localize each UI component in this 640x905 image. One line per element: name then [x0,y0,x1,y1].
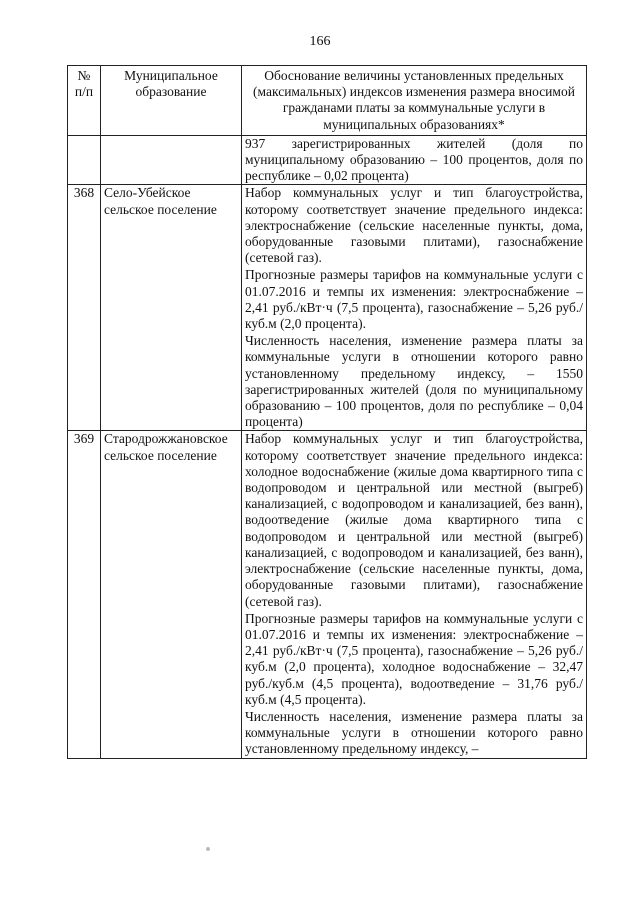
header-justification: Обоснование величины установленных предельных (максимальных) индексов изменения размера вносимой гражданами платы за коммунальные услуги в муниципальных образованиях* [242,66,587,136]
table-row [68,431,587,758]
table-body [68,135,587,758]
justification-paragraph: Численность населения, изменение размера платы за коммунальные услуги в отношении которого равно установленному предельному индексу, – 1550 зарегистрированных жителей (доля по муниципальному образованию – 100 процентов, доля по республике – 0,04 процента) [245,333,583,430]
row-number [68,135,101,185]
table-header-row [68,66,587,136]
justification-paragraph: Набор коммунальных услуг и тип благоустройства, которому соответствует значение предельного индекса: холодное водоснабжение (жилые дома квартирного типа с водопроводом и центральной или местной (выгреб) канализацией, с водопроводом и канализацией, без ванн), водоотведение (жилые дома квартирного типа с водопроводом и центральной или местной (выгреб) канализацией, с водопроводом и канализацией, без ванн), электроснабжение (сельские населенные пункты, дома, оборудованные газовыми плитами), газоснабжение (сетевой газ). [245,431,583,609]
row-justification [242,431,587,758]
table-row [68,185,587,431]
row-municipality [101,135,242,185]
row-number: 369 [68,431,101,758]
justification-paragraph: Прогнозные размеры тарифов на коммунальные услуги с 01.07.2016 и темпы их изменения: электроснабжение – 2,41 руб./кВт·ч (7,5 процента), газоснабжение – 5,26 руб./куб.м (2,0 процента), холодное водоснабжение – 32,47 руб./куб.м (4,5 процента), водоотведение – 31,76 руб./куб.м (4,5 процента). [245,610,583,707]
row-justification [242,135,587,185]
row-number: 368 [68,185,101,431]
tariff-index-table [67,65,587,759]
header-number: № п/п [68,66,101,136]
row-municipality: Село-Убейское сельское поселение [101,185,242,431]
row-justification [242,185,587,431]
justification-paragraph: Численность населения, изменение размера платы за коммунальные услуги в отношении которого равно установленному предельному индексу, – [245,708,583,757]
header-municipality: Муниципальное образование [101,66,242,136]
page-number: 166 [309,34,331,49]
justification-paragraph: Набор коммунальных услуг и тип благоустройства, которому соответствует значение предельного индекса: электроснабжение (сельские населенные пункты, дома, оборудованные газовыми плитами), газоснабжение (сетевой газ). [245,185,583,266]
scan-speck [206,847,210,851]
row-municipality: Стародрожжановское сельское поселение [101,431,242,758]
justification-paragraph: Прогнозные размеры тарифов на коммунальные услуги с 01.07.2016 и темпы их изменения: электроснабжение – 2,41 руб./кВт·ч (7,5 процента), газоснабжение – 5,26 руб./куб.м (2,0 процента). [245,267,583,332]
justification-paragraph: 937 зарегистрированных жителей (доля по муниципальному образованию – 100 процентов, доля по республике – 0,02 процента) [245,135,583,184]
table-row [68,135,587,185]
